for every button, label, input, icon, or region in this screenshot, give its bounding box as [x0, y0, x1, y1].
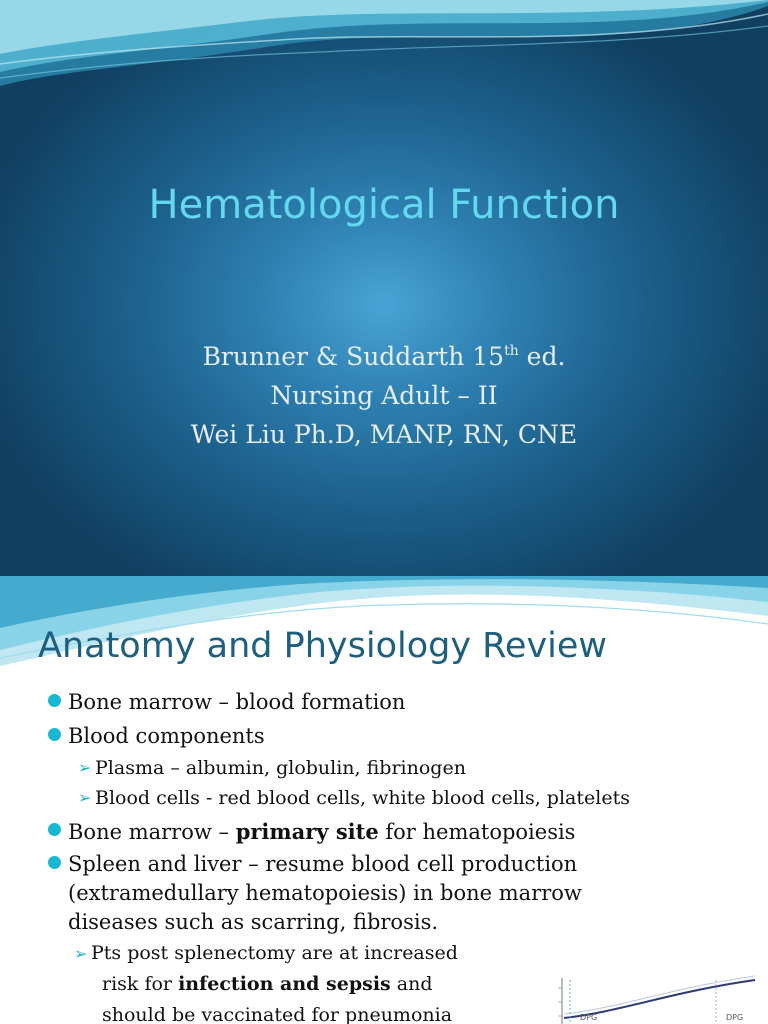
chart-label-left: DPG [580, 1013, 598, 1022]
text-span: Bone marrow – [68, 820, 236, 844]
wave-decoration [0, 0, 768, 100]
bullet-dot-icon [48, 823, 61, 836]
bold-text: infection and sepsis [178, 973, 391, 995]
subtitle-text: ed. [518, 342, 566, 371]
bullet-dot-icon [48, 728, 61, 741]
subtitle-line-3: Wei Liu Ph.D, MANP, RN, CNE [190, 420, 578, 449]
bullet-list [0, 576, 768, 1024]
bullet-text: Spleen and liver – resume blood cell production [68, 852, 578, 876]
subtitle-text: Brunner & Suddarth 15 [202, 342, 505, 371]
bullet-text: Bone marrow – blood formation [68, 690, 406, 714]
subtitle-line-2: Nursing Adult – II [270, 381, 498, 410]
text-span: and [390, 973, 433, 995]
text-span: for hematopoiesis [378, 820, 576, 844]
sub-bullet-text: Blood cells - red blood cells, white blood cells, platelets [95, 787, 630, 809]
bullet-dot-icon [48, 856, 61, 869]
sub-bullet-text: Pts post splenectomy are at increased [91, 942, 458, 964]
subtitle-line-1 [0, 337, 768, 376]
curve-thumbnail [530, 974, 768, 1024]
sub-bullet-text-cont [102, 973, 433, 995]
bold-text: primary site [235, 819, 379, 844]
subtitle-block [0, 337, 768, 454]
bullet-text: Blood components [68, 724, 265, 748]
chart-label-right: DPG [726, 1013, 744, 1022]
bullet-text-cont: (extramedullary hematopoiesis) in bone marrow [68, 881, 582, 905]
bullet-dot-icon [48, 694, 61, 707]
slide-title: Anatomy and Physiology Review [38, 626, 608, 666]
superscript: th [504, 343, 519, 359]
slide-title: Hematological Function [148, 182, 620, 228]
sub-bullet-text-cont: should be vaccinated for pneumonia [102, 1004, 453, 1024]
bullet-text-cont: diseases such as scarring, fibrosis. [68, 910, 439, 934]
bullet-text [68, 819, 575, 844]
arrow-bullet-icon: ➢ [74, 944, 88, 963]
text-span: risk for [102, 973, 179, 995]
sub-bullet-text: Plasma – albumin, globulin, fibrinogen [95, 757, 466, 779]
content-slide [0, 576, 768, 1024]
arrow-bullet-icon: ➢ [78, 758, 92, 777]
arrow-bullet-icon: ➢ [78, 788, 92, 807]
